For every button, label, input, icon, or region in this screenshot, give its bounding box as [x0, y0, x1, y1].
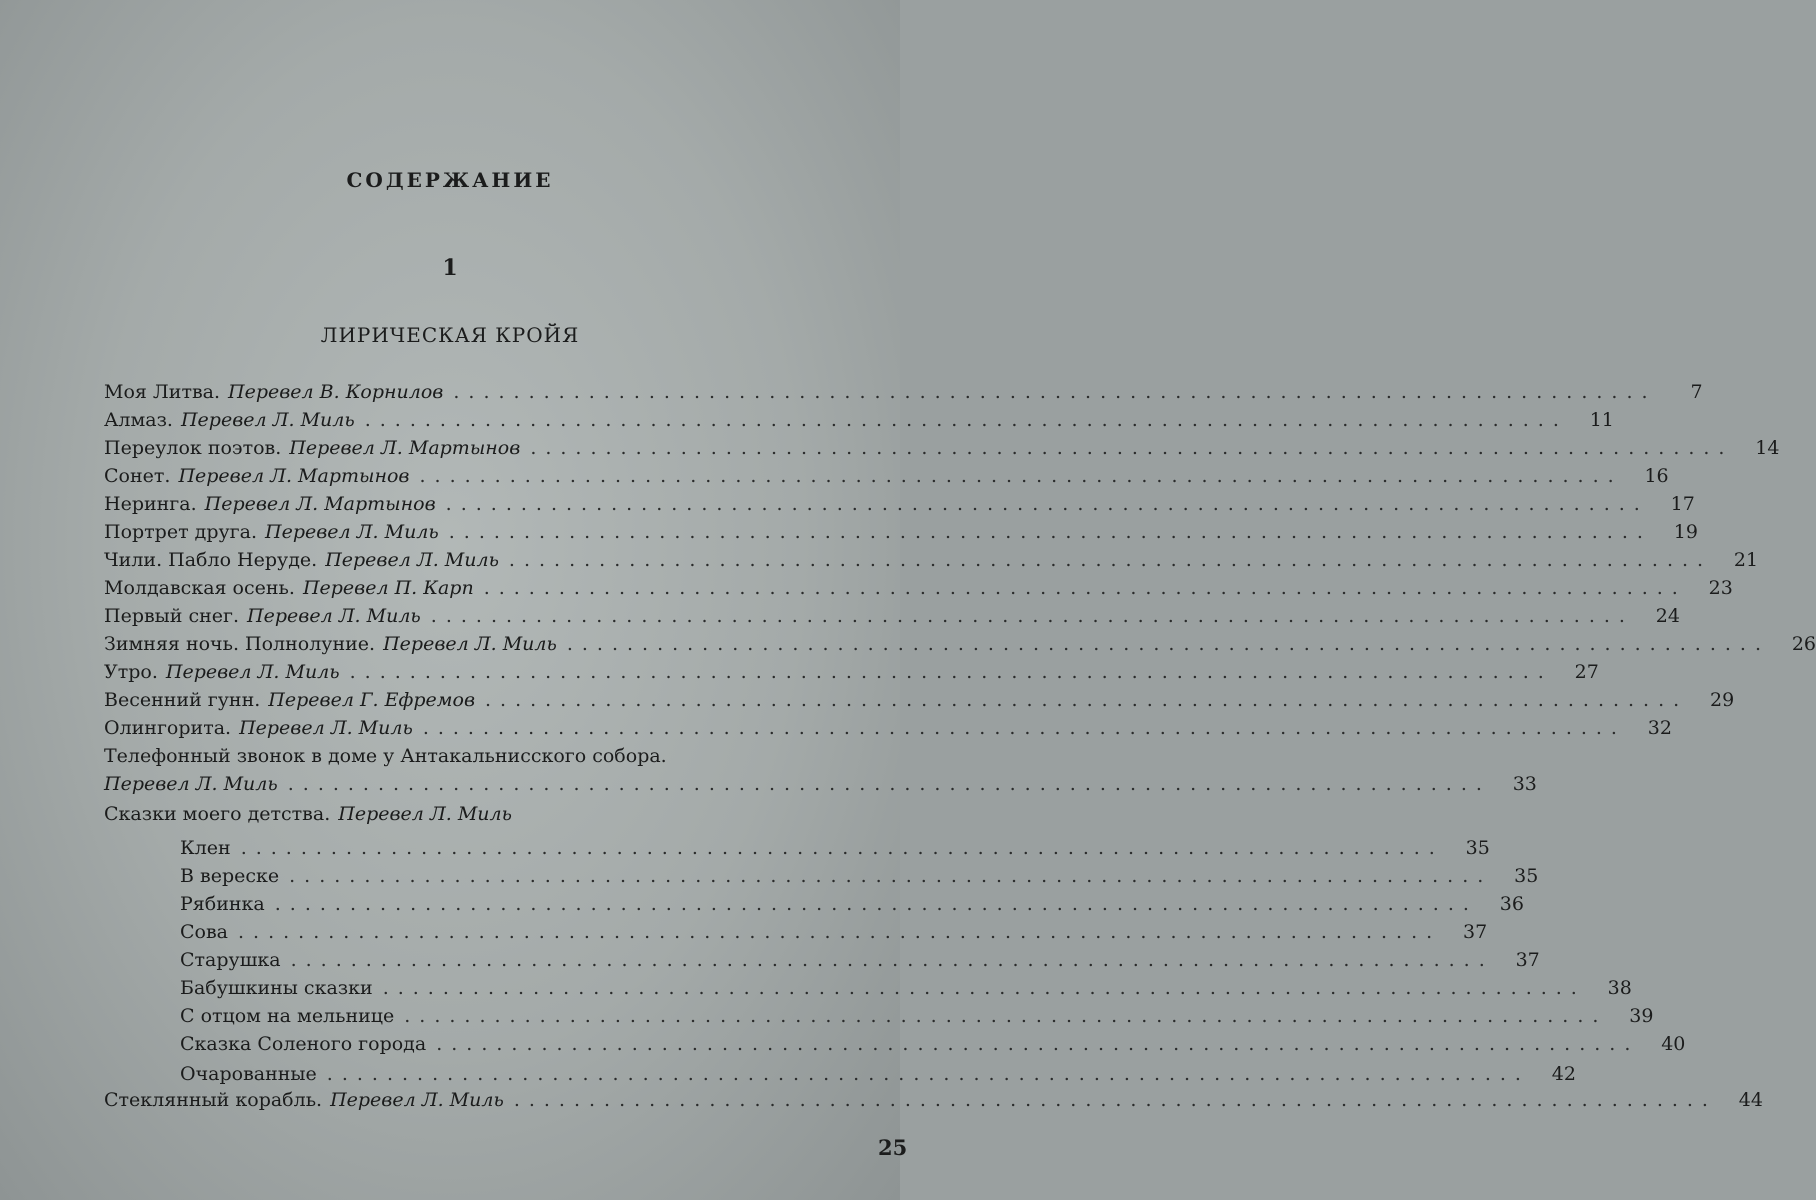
toc-entry — [104, 518, 1698, 546]
dot-leader: ................................................................................ — [448, 521, 1652, 543]
toc-entry — [104, 434, 1780, 462]
toc-entry — [180, 1060, 1576, 1088]
entry-translator: Перевел Л. Миль — [104, 773, 278, 795]
entry-translator: Перевел П. Карп — [302, 577, 474, 599]
part-number: 1 — [442, 255, 458, 281]
entry-title: Сонет. — [104, 465, 171, 487]
entry-title: Зимняя ночь. Полнолуние. — [104, 633, 376, 655]
entry-page-number: 33 — [1512, 773, 1537, 795]
entry-page-number: 17 — [1670, 493, 1695, 515]
entry-title: Старушка — [180, 949, 281, 971]
entry-title: Очарованные — [180, 1063, 317, 1085]
entry-title: Первый снег. — [104, 605, 240, 627]
toc-entry — [180, 834, 1490, 862]
entry-translator: Перевел Л. Миль — [383, 633, 557, 655]
dot-leader: ................................................................................ — [530, 437, 1734, 459]
dot-leader: ................................................................................ — [290, 949, 1494, 971]
toc-entry — [104, 686, 1735, 714]
entry-page-number: 37 — [1515, 949, 1540, 971]
entry-page-number: 14 — [1755, 437, 1780, 459]
entry-title: Бабушкины сказки — [180, 977, 373, 999]
entry-title: С отцом на мельнице — [180, 1005, 395, 1027]
dot-leader: ................................................................................ — [404, 1005, 1608, 1027]
toc-entry — [104, 742, 784, 770]
dot-leader: ................................................................................ — [289, 865, 1493, 887]
entry-page-number: 44 — [1738, 1089, 1763, 1111]
entry-page-number: 40 — [1661, 1033, 1686, 1055]
dot-leader: ................................................................................ — [238, 921, 1442, 943]
dot-leader: ................................................................................ — [349, 661, 1553, 683]
toc-entry — [104, 378, 1703, 406]
toc-entry — [104, 1086, 1763, 1114]
entry-title: Чили. Пабло Неруде. — [104, 549, 318, 571]
dot-leader: ................................................................................ — [485, 689, 1689, 711]
entry-page-number: 26 — [1791, 633, 1816, 655]
entry-title: Переулок поэтов. — [104, 437, 282, 459]
entry-title: Сказка Соленого города — [180, 1033, 427, 1055]
entry-title: Алмаз. — [104, 409, 173, 431]
entry-page-number: 24 — [1655, 605, 1680, 627]
entry-translator: Перевел Л. Мартынов — [178, 465, 410, 487]
entry-translator: Перевел Л. Миль — [247, 605, 421, 627]
toc-entry — [104, 800, 784, 828]
entry-title: Неринга. — [104, 493, 197, 515]
entry-title: Портрет друга. — [104, 521, 258, 543]
entry-page-number: 35 — [1514, 865, 1539, 887]
toc-entry — [104, 770, 1537, 798]
dot-leader: ................................................................................ — [513, 1089, 1717, 1111]
dot-leader: ................................................................................ — [326, 1063, 1530, 1085]
entry-page-number: 39 — [1629, 1005, 1654, 1027]
entry-page-number: 37 — [1463, 921, 1488, 943]
dot-leader: ................................................................................ — [566, 633, 1770, 655]
dot-leader: ................................................................................ — [240, 837, 1444, 859]
contents-heading: СОДЕРЖАНИЕ — [346, 168, 554, 192]
entry-title: Клен — [180, 837, 231, 859]
entry-title: Сова — [180, 921, 229, 943]
entry-title: Весенний гунн. — [104, 689, 261, 711]
entry-translator: Перевел Л. Миль — [165, 661, 340, 683]
dot-leader: ................................................................................ — [436, 1033, 1640, 1055]
dot-leader: ................................................................................ — [382, 977, 1586, 999]
entry-translator: Перевел Л. Миль — [330, 1089, 504, 1111]
toc-entry — [180, 1030, 1686, 1058]
toc-entry — [180, 862, 1539, 890]
entry-page-number: 23 — [1708, 577, 1733, 599]
entry-page-number: 29 — [1710, 689, 1735, 711]
dot-leader: ................................................................................ — [287, 773, 1491, 795]
toc-entry — [104, 602, 1680, 630]
entry-title: Телефонный звонок в доме у Антакальнисского собора. — [104, 745, 667, 767]
toc-entry — [104, 630, 1816, 658]
dot-leader: ................................................................................ — [422, 717, 1626, 739]
entry-title: Молдавская осень. — [104, 577, 295, 599]
toc-entry — [104, 574, 1733, 602]
entry-title: Моя Литва. — [104, 381, 221, 403]
dot-leader: ................................................................................ — [508, 549, 1713, 571]
toc-entry — [104, 490, 1695, 518]
entry-page-number: 16 — [1644, 465, 1669, 487]
entry-page-number: 32 — [1647, 717, 1672, 739]
toc-entry — [180, 918, 1488, 946]
toc-entry — [104, 462, 1669, 490]
entry-title: Сказки моего детства. — [104, 803, 331, 825]
toc-entry — [104, 658, 1599, 686]
entry-translator: Перевел Л. Миль — [338, 803, 512, 825]
entry-page-number: 11 — [1589, 409, 1614, 431]
page-number: 25 — [878, 1135, 908, 1160]
entry-translator: Перевел Л. Миль — [325, 549, 499, 571]
entry-translator: Перевел Л. Миль — [265, 521, 439, 543]
entry-page-number: 36 — [1499, 893, 1524, 915]
entry-page-number: 19 — [1673, 521, 1698, 543]
toc-entry — [180, 974, 1632, 1002]
toc-entry — [180, 890, 1524, 918]
entry-translator: Перевел В. Корнилов — [228, 381, 444, 403]
entry-page-number: 35 — [1465, 837, 1490, 859]
entry-title: Рябинка — [180, 893, 265, 915]
entry-title: Олингорита. — [104, 717, 232, 739]
entry-page-number: 27 — [1574, 661, 1599, 683]
dot-leader: ................................................................................ — [483, 577, 1687, 599]
toc-entry — [180, 1002, 1654, 1030]
entry-translator: Перевел Л. Мартынов — [289, 437, 521, 459]
entry-translator: Перевел Л. Миль — [180, 409, 355, 431]
toc-entry — [180, 946, 1540, 974]
toc-entry — [104, 406, 1614, 434]
toc-entry — [104, 546, 1759, 574]
entry-title: Стеклянный корабль. — [104, 1089, 323, 1111]
entry-translator: Перевел Л. Миль — [239, 717, 413, 739]
dot-leader: ................................................................................ — [445, 493, 1649, 515]
toc-entry — [104, 714, 1672, 742]
dot-leader: ................................................................................ — [453, 381, 1657, 403]
dot-leader: ................................................................................ — [364, 409, 1568, 431]
entry-page-number: 21 — [1733, 549, 1759, 571]
dot-leader: ................................................................................ — [430, 605, 1634, 627]
entry-translator: Перевел Г. Ефремов — [268, 689, 476, 711]
dot-leader: ................................................................................ — [419, 465, 1623, 487]
entry-page-number: 38 — [1607, 977, 1632, 999]
entry-title: В вереске — [180, 865, 280, 887]
entry-page-number: 42 — [1551, 1063, 1576, 1085]
entry-translator: Перевел Л. Мартынов — [204, 493, 436, 515]
entry-page-number: 7 — [1690, 381, 1703, 403]
dot-leader: ................................................................................ — [274, 893, 1478, 915]
entry-title: Утро. — [104, 661, 158, 683]
part-title: ЛИРИЧЕСКАЯ КРОЙЯ — [320, 323, 580, 347]
